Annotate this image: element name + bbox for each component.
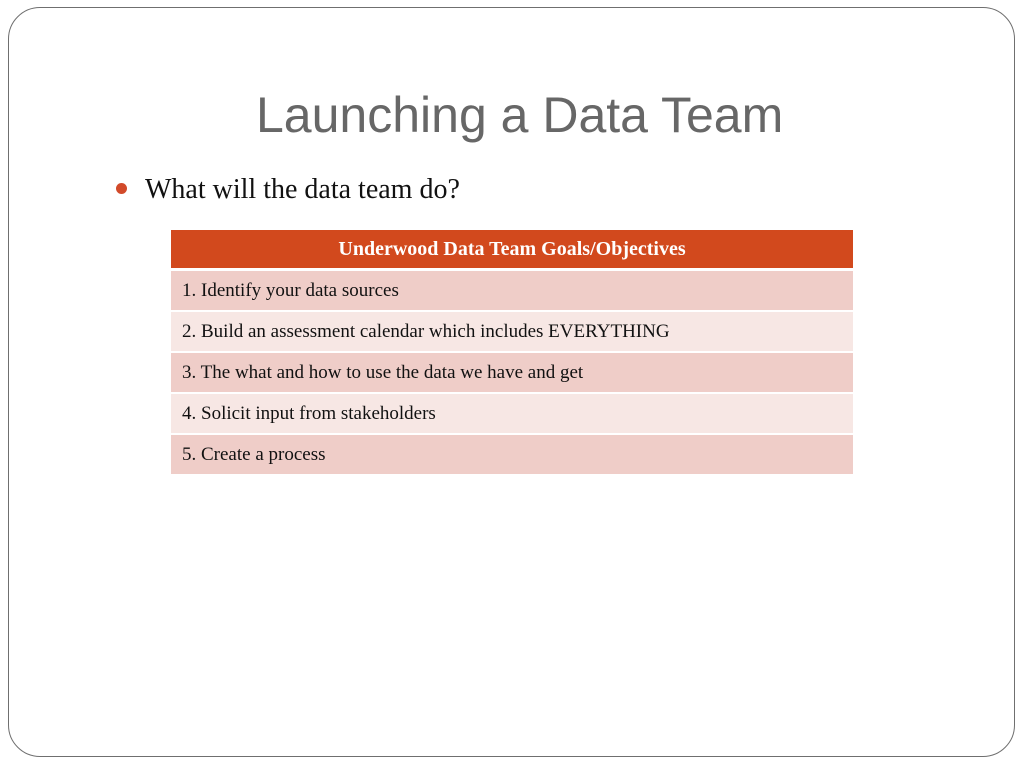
goal-item-4: 4. Solicit input from stakeholders bbox=[171, 394, 853, 435]
table-row bbox=[171, 271, 853, 312]
goal-item-1: 1. Identify your data sources bbox=[171, 271, 853, 312]
table-header: Underwood Data Team Goals/Objectives bbox=[171, 230, 853, 271]
goals-table bbox=[171, 230, 853, 476]
goal-item-2: 2. Build an assessment calendar which includes EVERYTHING bbox=[171, 312, 853, 353]
table-header-row bbox=[171, 230, 853, 271]
bullet-text: What will the data team do? bbox=[145, 174, 460, 205]
goal-item-3: 3. The what and how to use the data we have and get bbox=[171, 353, 853, 394]
bullet-dot-icon bbox=[116, 183, 127, 194]
table-row bbox=[171, 353, 853, 394]
table-row bbox=[171, 435, 853, 476]
slide-title: Launching a Data Team bbox=[256, 87, 784, 143]
table-row bbox=[171, 312, 853, 353]
bullet-item bbox=[116, 170, 460, 210]
goal-item-5: 5. Create a process bbox=[171, 435, 853, 476]
table-row bbox=[171, 394, 853, 435]
